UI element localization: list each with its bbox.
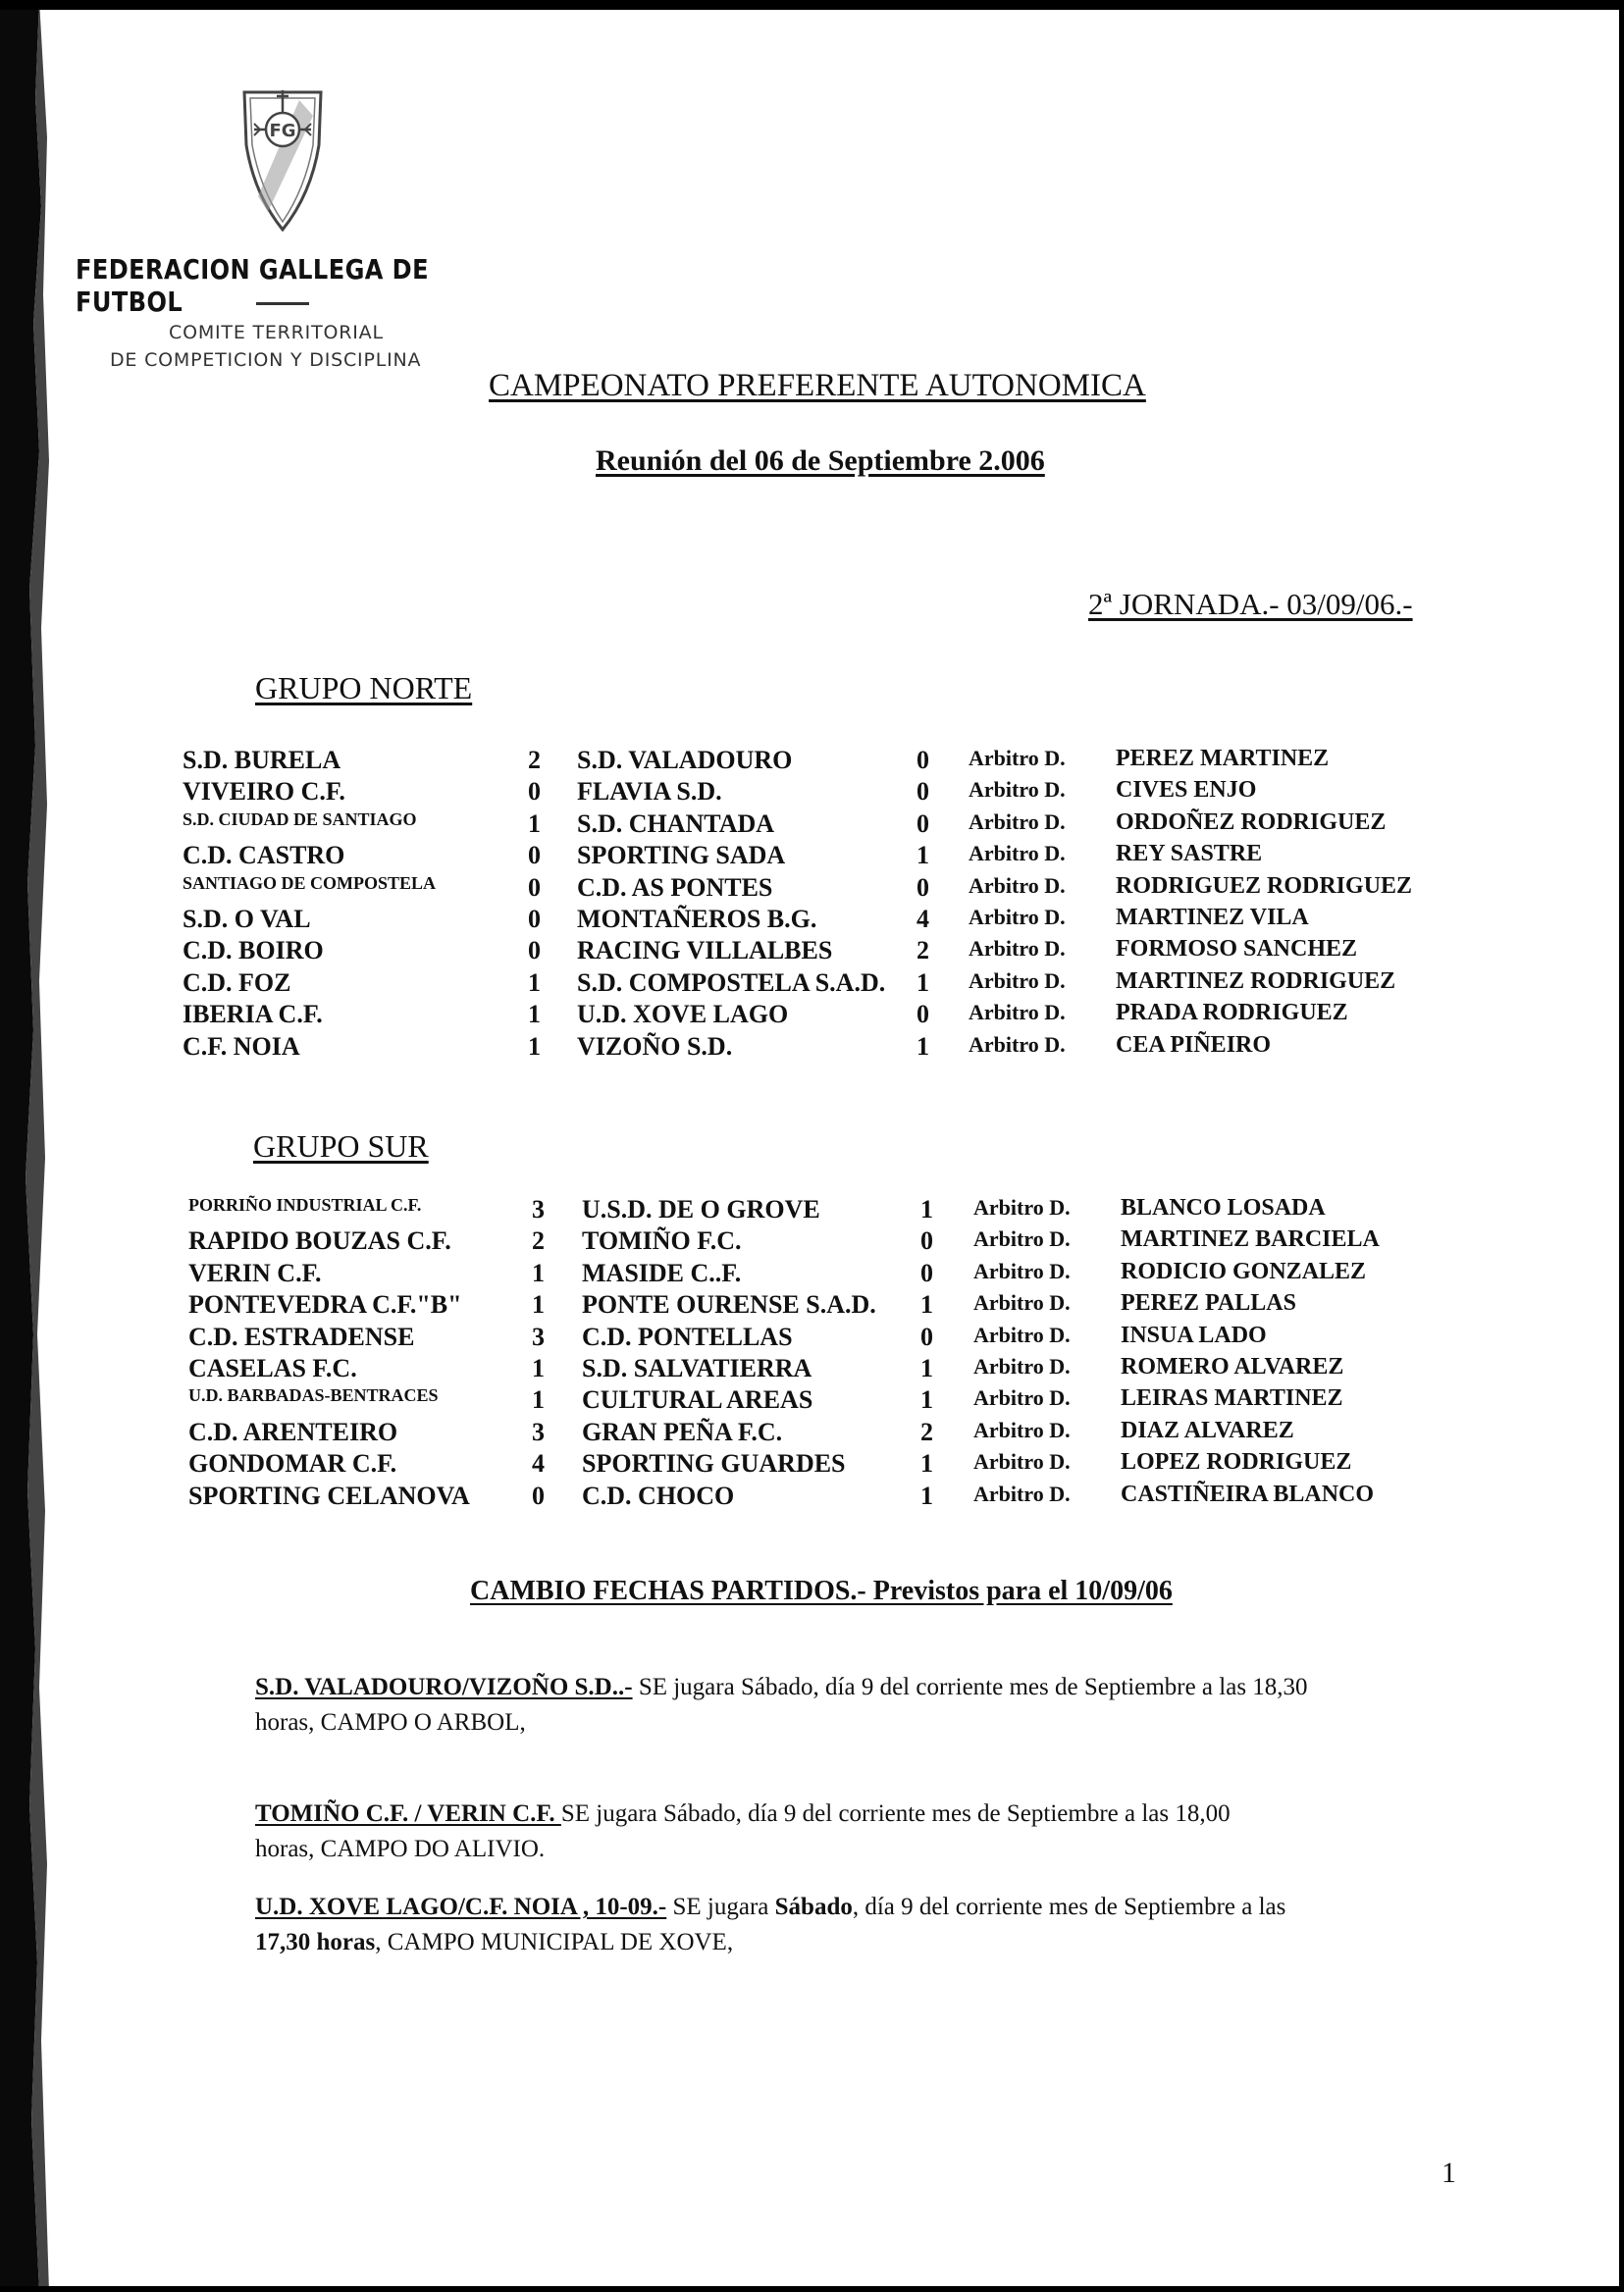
match-row <box>0 1354 1624 1385</box>
date-change-item <box>255 1797 1231 1867</box>
away-team: U.D. XOVE LAGO <box>577 1000 789 1029</box>
match-row <box>0 905 1624 936</box>
away-team: S.D. VALADOURO <box>577 746 793 774</box>
home-score: 0 <box>528 841 541 870</box>
home-team: U.D. BARBADAS-BENTRACES <box>188 1385 439 1406</box>
home-team: C.D. BOIRO <box>183 936 324 965</box>
home-score: 1 <box>528 808 541 838</box>
away-score: 0 <box>920 1226 933 1256</box>
away-team: S.D. COMPOSTELA S.A.D. <box>577 967 886 997</box>
referee-label: Arbitro D. <box>973 1258 1071 1283</box>
referee-label: Arbitro D. <box>973 1417 1071 1442</box>
match-row <box>0 873 1624 905</box>
referee-name: LOPEZ RODRIGUEZ <box>1121 1449 1352 1476</box>
away-team: C.D. AS PONTES <box>577 872 773 902</box>
date-change-match: U.D. XOVE LAGO/C.F. NOIA , 10-09.- <box>255 1894 667 1920</box>
away-score: 2 <box>917 936 929 965</box>
away-score: 0 <box>917 872 929 902</box>
referee-name: RODRIGUEZ RODRIGUEZ <box>1116 872 1413 899</box>
away-score: 0 <box>920 1258 933 1287</box>
home-team: PORRIÑO INDUSTRIAL C.F. <box>188 1195 422 1215</box>
referee-label: Arbitro D. <box>969 777 1066 803</box>
match-row <box>0 1385 1624 1417</box>
referee-name: MARTINEZ BARCIELA <box>1121 1226 1380 1253</box>
home-score: 2 <box>532 1226 545 1256</box>
away-team: SPORTING SADA <box>577 841 786 870</box>
referee-name: BLANCO LOSADA <box>1121 1195 1326 1221</box>
home-score: 0 <box>528 777 541 807</box>
away-team: MONTAÑEROS B.G. <box>577 905 817 933</box>
scan-bottom-edge <box>0 2286 1624 2292</box>
away-score: 1 <box>920 1195 933 1224</box>
home-score: 4 <box>532 1449 545 1479</box>
date-change-venue: horas, CAMPO O ARBOL, <box>255 1709 526 1736</box>
date-change-match: TOMIÑO C.F. / VERIN C.F. <box>255 1800 561 1827</box>
date-change-item <box>255 1890 1285 1960</box>
away-team: S.D. CHANTADA <box>577 808 775 838</box>
away-score: 1 <box>920 1385 933 1415</box>
home-score: 0 <box>528 872 541 902</box>
home-score: 2 <box>528 746 541 774</box>
date-change-item <box>255 1670 1308 1741</box>
home-score: 3 <box>532 1322 545 1351</box>
committee-line-2: DE COMPETICION Y DISCIPLINA <box>110 349 422 371</box>
match-row <box>0 1195 1624 1226</box>
away-team: FLAVIA S.D. <box>577 777 722 807</box>
away-team: S.D. SALVATIERRA <box>582 1354 812 1382</box>
referee-name: PRADA RODRIGUEZ <box>1116 1000 1348 1026</box>
match-row <box>0 777 1624 808</box>
home-team: SPORTING CELANOVA <box>188 1481 470 1510</box>
match-row <box>0 968 1624 1000</box>
committee-line-1: COMITE TERRITORIAL <box>169 322 384 343</box>
referee-label: Arbitro D. <box>973 1354 1071 1379</box>
meeting-date: Reunión del 06 de Septiembre 2.006 <box>596 444 1045 477</box>
date-change-text: SE jugara Sábado, día 9 del corriente mes de Septiembre a las 18,30 <box>632 1674 1308 1700</box>
referee-label: Arbitro D. <box>969 808 1066 834</box>
away-team: C.D. CHOCO <box>582 1481 735 1510</box>
away-score: 1 <box>917 967 929 997</box>
date-changes-title: CAMBIO FECHAS PARTIDOS.- Previstos para el 10/09/06 <box>470 1576 1173 1606</box>
away-team: GRAN PEÑA F.C. <box>582 1417 783 1446</box>
home-score: 1 <box>532 1258 545 1287</box>
date-change-venue: horas, CAMPO DO ALIVIO. <box>255 1836 546 1862</box>
referee-label: Arbitro D. <box>973 1385 1071 1411</box>
referee-name: PEREZ MARTINEZ <box>1116 746 1330 771</box>
referee-label: Arbitro D. <box>973 1449 1071 1475</box>
referee-name: CASTIÑEIRA BLANCO <box>1121 1481 1375 1507</box>
home-team: C.D. FOZ <box>183 967 291 997</box>
federation-name: FEDERACION GALLEGA DE FUTBOL <box>76 253 429 318</box>
referee-name: MARTINEZ VILA <box>1116 905 1309 930</box>
home-score: 3 <box>532 1195 545 1224</box>
date-change-text: , día 9 del corriente mes de Septiembre a las <box>852 1894 1286 1920</box>
home-team: RAPIDO BOUZAS C.F. <box>188 1226 451 1256</box>
home-team: S.D. BURELA <box>183 746 341 774</box>
referee-name: RODICIO GONZALEZ <box>1121 1258 1367 1284</box>
home-score: 0 <box>528 936 541 965</box>
referee-label: Arbitro D. <box>969 1031 1066 1057</box>
matchday-label: 2ª JORNADA.- 03/09/06.- <box>1088 587 1413 621</box>
referee-label: Arbitro D. <box>969 872 1066 898</box>
header-divider <box>256 302 309 305</box>
home-score: 3 <box>532 1417 545 1446</box>
date-change-text: SE jugara <box>666 1894 775 1920</box>
referee-name: INSUA LADO <box>1121 1322 1267 1348</box>
away-team: RACING VILLALBES <box>577 936 833 965</box>
referee-name: REY SASTRE <box>1116 841 1263 867</box>
match-row <box>0 1032 1624 1064</box>
scan-right-edge <box>1619 0 1624 2292</box>
away-team: U.S.D. DE O GROVE <box>582 1195 820 1224</box>
match-row <box>0 1226 1624 1258</box>
home-team: PONTEVEDRA C.F."B" <box>188 1290 462 1320</box>
match-row <box>0 1259 1624 1290</box>
home-score: 1 <box>532 1354 545 1382</box>
away-team: CULTURAL AREAS <box>582 1385 813 1415</box>
away-score: 0 <box>917 1000 929 1029</box>
home-score: 1 <box>528 967 541 997</box>
referee-label: Arbitro D. <box>973 1481 1071 1506</box>
away-score: 0 <box>920 1322 933 1351</box>
scan-top-edge <box>0 0 1624 10</box>
match-row <box>0 1418 1624 1449</box>
away-score: 1 <box>920 1290 933 1320</box>
group-sur-title: GRUPO SUR <box>253 1128 429 1164</box>
referee-name: LEIRAS MARTINEZ <box>1121 1385 1343 1412</box>
home-score: 1 <box>532 1290 545 1320</box>
home-team: C.D. ARENTEIRO <box>188 1417 398 1446</box>
home-team: CASELAS F.C. <box>188 1354 357 1382</box>
match-row <box>0 1449 1624 1481</box>
home-score: 1 <box>528 1031 541 1061</box>
match-row <box>0 1290 1624 1322</box>
away-score: 1 <box>917 1031 929 1061</box>
away-team: VIZOÑO S.D. <box>577 1031 733 1061</box>
match-row <box>0 841 1624 872</box>
referee-label: Arbitro D. <box>973 1290 1071 1316</box>
home-team: VIVEIRO C.F. <box>183 777 345 807</box>
home-score: 1 <box>532 1385 545 1415</box>
referee-label: Arbitro D. <box>969 1000 1066 1025</box>
document-title: CAMPEONATO PREFERENTE AUTONOMICA <box>489 368 1146 403</box>
date-change-day: Sábado <box>774 1894 853 1920</box>
home-team: C.D. ESTRADENSE <box>188 1322 415 1351</box>
date-change-text: SE jugara Sábado, día 9 del corriente mes de Septiembre a las 18,00 <box>560 1800 1231 1827</box>
referee-label: Arbitro D. <box>973 1195 1071 1220</box>
home-team: VERIN C.F. <box>188 1258 322 1287</box>
date-change-match: S.D. VALADOURO/VIZOÑO S.D..- <box>255 1674 633 1700</box>
referee-label: Arbitro D. <box>969 905 1066 929</box>
match-row <box>0 1323 1624 1354</box>
match-row <box>0 1482 1624 1513</box>
home-score: 0 <box>528 905 541 933</box>
away-score: 0 <box>917 746 929 774</box>
home-score: 0 <box>532 1481 545 1510</box>
away-team: PONTE OURENSE S.A.D. <box>582 1290 876 1320</box>
referee-name: PEREZ PALLAS <box>1121 1290 1296 1317</box>
home-team: S.D. CIUDAD DE SANTIAGO <box>183 808 417 829</box>
home-team: C.F. NOIA <box>183 1031 300 1061</box>
date-change-time: 17,30 horas <box>255 1929 376 1955</box>
match-row <box>0 809 1624 841</box>
page-number: 1 <box>1441 2157 1456 2189</box>
referee-label: Arbitro D. <box>973 1322 1071 1347</box>
away-score: 1 <box>920 1449 933 1479</box>
referee-name: FORMOSO SANCHEZ <box>1116 936 1358 963</box>
match-row <box>0 746 1624 777</box>
home-team: C.D. CASTRO <box>183 841 345 870</box>
group-norte-title: GRUPO NORTE <box>255 670 473 705</box>
away-score: 4 <box>917 905 929 933</box>
home-score: 1 <box>528 1000 541 1029</box>
referee-label: Arbitro D. <box>969 841 1066 866</box>
referee-label: Arbitro D. <box>969 936 1066 962</box>
referee-name: CIVES ENJO <box>1116 777 1257 804</box>
referee-label: Arbitro D. <box>969 746 1066 770</box>
home-team: SANTIAGO DE COMPOSTELA <box>183 872 437 893</box>
away-score: 0 <box>917 777 929 807</box>
svg-text:FG: FG <box>269 121 296 141</box>
referee-name: CEA PIÑEIRO <box>1116 1031 1272 1058</box>
away-score: 1 <box>920 1354 933 1382</box>
away-team: MASIDE C..F. <box>582 1258 742 1287</box>
match-row <box>0 936 1624 967</box>
federation-crest-logo <box>240 86 325 232</box>
referee-label: Arbitro D. <box>973 1226 1071 1252</box>
away-score: 1 <box>920 1481 933 1510</box>
referee-name: ORDOÑEZ RODRIGUEZ <box>1116 808 1387 835</box>
home-team: IBERIA C.F. <box>183 1000 323 1029</box>
away-score: 1 <box>917 841 929 870</box>
home-team: S.D. O VAL <box>183 905 311 933</box>
away-team: C.D. PONTELLAS <box>582 1322 793 1351</box>
referee-label: Arbitro D. <box>969 967 1066 993</box>
away-team: SPORTING GUARDES <box>582 1449 846 1479</box>
date-change-venue: , CAMPO MUNICIPAL DE XOVE, <box>375 1929 734 1955</box>
referee-name: DIAZ ALVAREZ <box>1121 1417 1294 1443</box>
away-score: 2 <box>920 1417 933 1446</box>
referee-name: ROMERO ALVAREZ <box>1121 1354 1344 1380</box>
away-team: TOMIÑO F.C. <box>582 1226 742 1256</box>
referee-name: MARTINEZ RODRIGUEZ <box>1116 967 1396 994</box>
home-team: GONDOMAR C.F. <box>188 1449 397 1479</box>
match-row <box>0 1000 1624 1031</box>
away-score: 0 <box>917 808 929 838</box>
